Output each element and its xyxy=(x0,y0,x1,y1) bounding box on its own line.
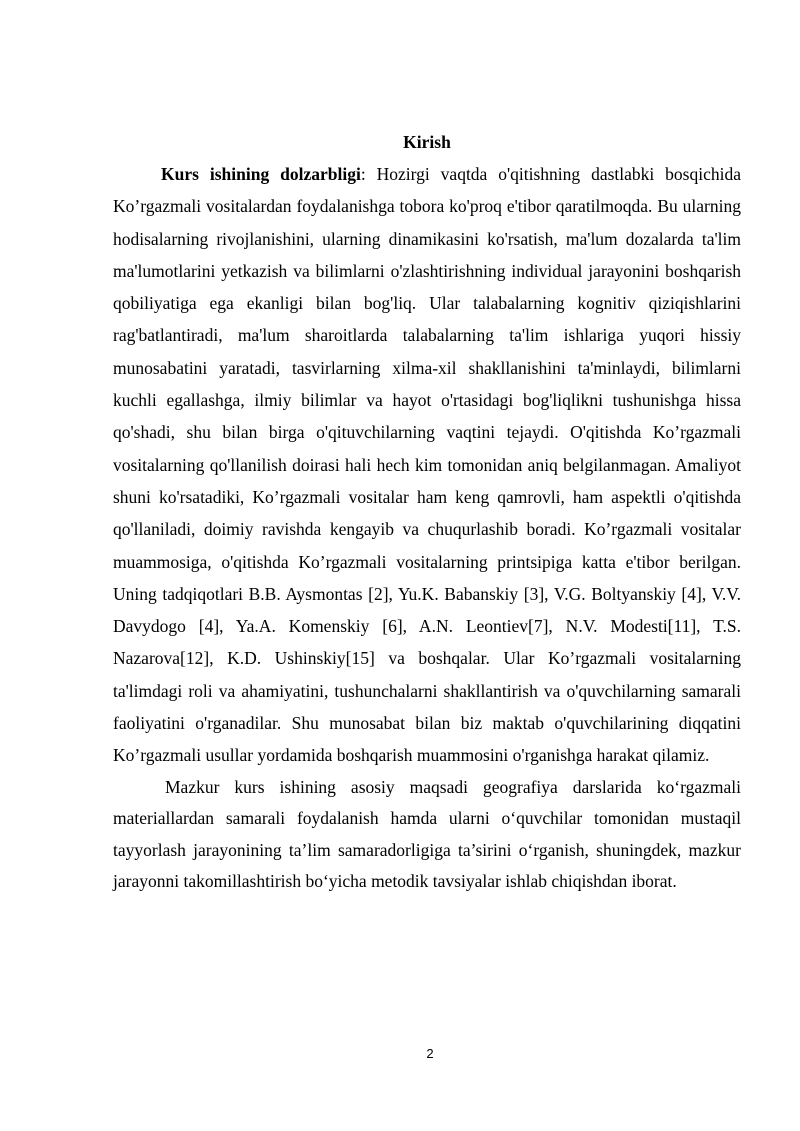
goal-paragraph xyxy=(113,772,741,898)
paragraph-body: Hozirgi vaqtda o'qitishning dastlabki bosqichida Ko’rgazmali vositalardan foydalanishga tobora ko'proq e'tibor qaratilmoqda. Bu ularning hodisalarning rivojlanishini, ularning dinamikasini ko'rsatish, ma'lum dozalarda ta'lim ma'lumotlarini yetkazish va bilimlarni o'zlashtirishning individual jarayonini boshqarish qobiliyatiga ega ekanligi bilan bog'liq. Ular talabalarning kognitiv qiziqishlarini rag'batlantiradi, ma'lum sharoitlarda talabalarning ta'lim ishlariga yuqori hissiy munosabatini yaratadi, tasvirlarning xilma-xil shakllanishini ta'minlaydi, bilimlarni kuchli egallashga, ilmiy bilimlar va hayot o'rtasidagi bog'liqlikni tushunishga hissa qo'shadi, shu bilan birga o'qituvchilarning vaqtini tejaydi. O'qitishda Ko’rgazmali vositalarning qo'llanilish doirasi hali hech kim tomonidan aniq belgilanmagan. Amaliyot shuni ko'rsatadiki, Ko’rgazmali vositalar ham keng qamrovli, ham aspektli o'qitishda qo'llaniladi, doimiy ravishda kengayib va chuqurlashib boradi. Ko’rgazmali vositalar muammosiga, o'qitishda Ko’rgazmali vositalarning printsipiga katta e'tibor berilgan. Uning tadqiqotlari B.B. Aysmontas [2], Yu.K. Babanskiy [3], V.G. Boltyanskiy [4], V.V. Davydogo [4], Ya.A. Komenskiy [6], A.N. Leontiev[7], N.V. Modesti[11], T.S. Nazarova[12], K.D. Ushinskiy[15] va boshqalar. Ular Ko’rgazmali vositalarning ta'limdagi roli va ahamiyatini, tushunchalarni shakllantirish va o'quvchilarning samarali faoliyatini o'rganadilar. Shu munosabat bilan biz maktab o'quvchilarining diqqatini Ko’rgazmali usullar yordamida boshqarish muammosini o'rganishga harakat qilamiz. xyxy=(113,164,741,766)
document-page xyxy=(113,128,741,898)
section-heading: Kirish xyxy=(403,132,451,152)
paragraph-lead-separator: : xyxy=(360,164,366,184)
relevance-paragraph xyxy=(113,158,741,772)
paragraph-body: Mazkur kurs ishining asosiy maqsadi geografiya darslarida ko‘rgazmali materiallardan samarali foydalanish hamda ularni o‘quvchilar tomonidan mustaqil tayyorlash jarayonining ta’lim samaradorligiga ta’sirini o‘rganish, shuningdek, mazkur jarayonni takomillashtirish bo‘yicha metodik tavsiyalar ishlab chiqishdan iborat. xyxy=(113,776,741,892)
paragraph-lead: Kurs ishining dolzarbligi xyxy=(161,164,361,184)
page-number: 2 xyxy=(426,1046,434,1061)
